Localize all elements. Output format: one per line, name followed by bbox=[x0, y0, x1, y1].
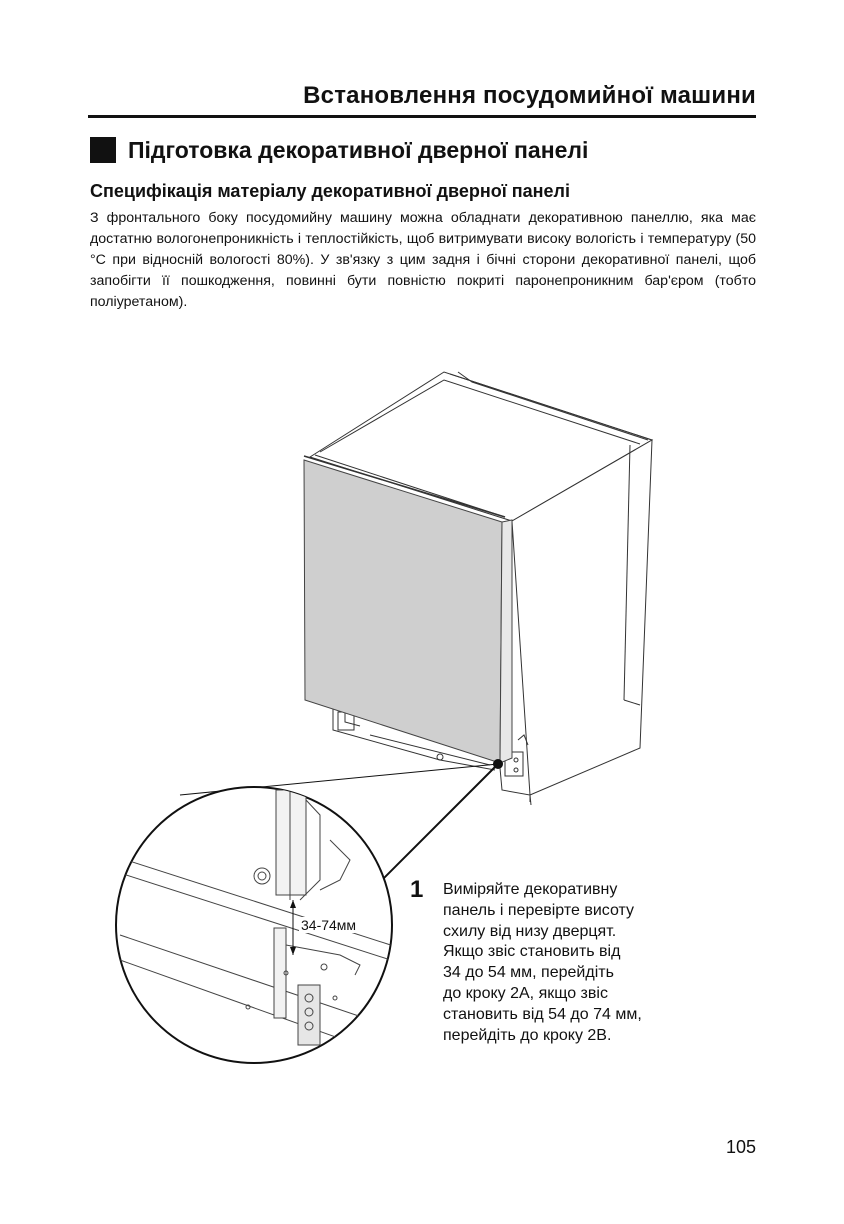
section-title: Підготовка декоративної дверної панелі bbox=[128, 137, 589, 163]
step-number: 1 bbox=[410, 876, 424, 903]
section-header-title: Встановлення посудомийної машини bbox=[303, 82, 756, 109]
subsection-title: Специфікація матеріалу декоративної дверної панелі bbox=[90, 181, 570, 201]
page-number: 105 bbox=[725, 1137, 756, 1157]
overhang-dimension-label: 34-74мм bbox=[301, 917, 357, 933]
body-paragraph: З фронтального боку посудомийну машину можна обладнати декоративною панеллю, яка має достатню вологонепроникність і теплостійкість, щоб витримувати високу вологість і температуру (50 °C при відносній вологості 80%). У зв'язку з цим задня і бічні сторони декоративної панелі, щоб запобігти її пошкодження, повинні бути повністю покриті паронепроникним бар'єром (тобто поліуретаном). bbox=[90, 210, 756, 310]
step-instruction: Виміряйте декоративну панель і перевірте висоту схилу від низу дверцят. Якщо звіс становить від 34 до 54 мм, перейдіть до кроку 2A, якщо звіс становить від 54 до 74 мм, перейдіть до кроку 2B. bbox=[443, 881, 642, 1044]
